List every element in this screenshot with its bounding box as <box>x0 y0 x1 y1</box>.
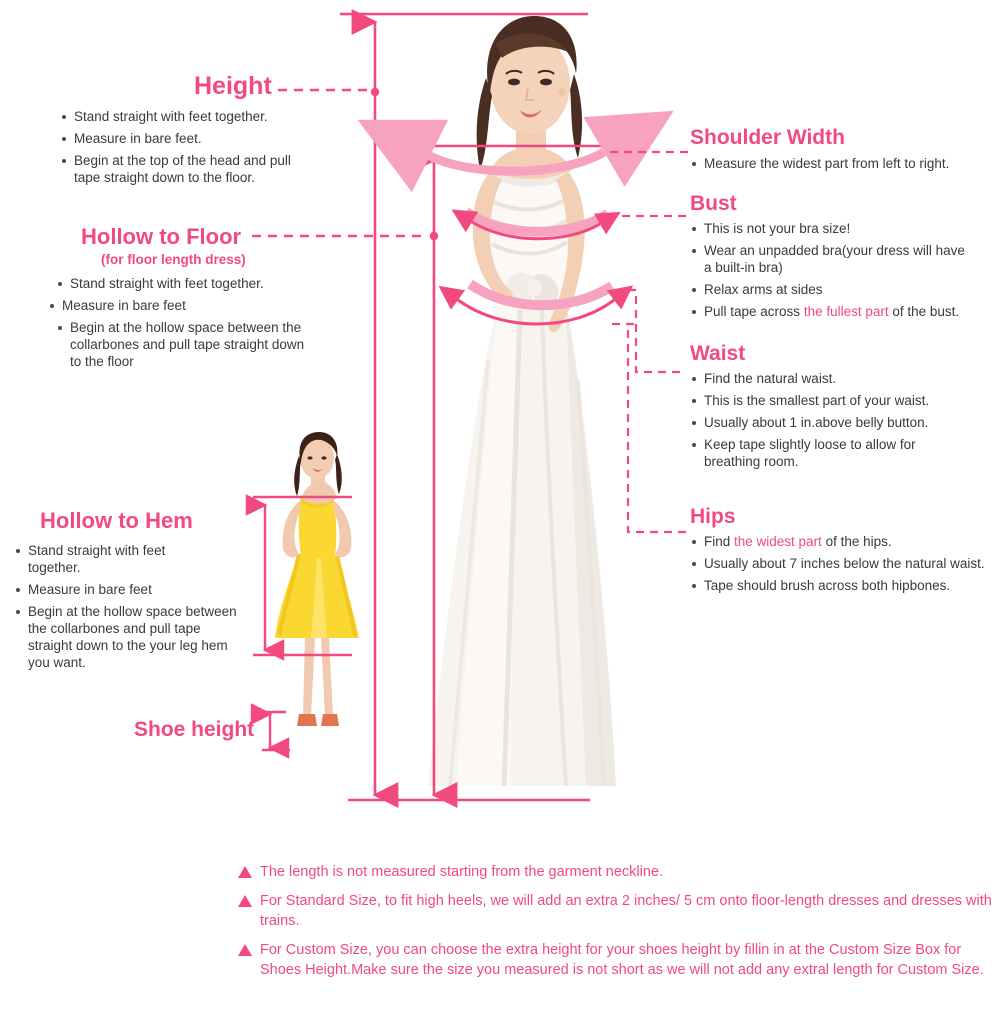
list-item: Relax arms at sides <box>690 281 995 298</box>
list-item: Measure in bare feet <box>14 581 254 598</box>
list-item: Find the natural waist. <box>690 370 995 387</box>
list-item: Tape should brush across both hipbones. <box>690 577 990 594</box>
short-dress-illustration <box>255 430 375 760</box>
list-item: Measure in bare feet <box>48 297 348 314</box>
list-item: Wear an unpadded bra(your dress will have a built-in bra) <box>690 242 976 276</box>
section-shoulder-width <box>690 126 995 177</box>
list-item: Measure the widest part from left to right. <box>690 155 990 172</box>
section-height-title: Height <box>194 72 272 100</box>
section-bust-bullets <box>690 220 995 320</box>
warning-triangle-icon <box>238 944 252 956</box>
footer-notes <box>236 862 996 989</box>
section-hips <box>690 505 995 599</box>
section-hollow-to-hem <box>14 508 254 676</box>
section-waist-bullets <box>690 370 995 470</box>
list-item: Stand straight with feet together. <box>60 108 360 125</box>
section-hollow-to-floor-subtitle: (for floor length dress) <box>101 252 246 267</box>
list-item: Stand straight with feet together. <box>56 275 348 292</box>
note-text: For Custom Size, you can choose the extra height for your shoes height by fillin in at the Custom Size Box for Shoes Height.Make sure the size you measured is not short as we will not add any extral length for Custom Size. <box>260 942 984 978</box>
list-item: Begin at the hollow space between the collarbones and pull tape straight down to the floor <box>56 319 308 370</box>
list-item: This is the smallest part of your waist. <box>690 392 995 409</box>
section-hollow-to-floor-bullets <box>48 275 348 370</box>
list-item: Stand straight with feet together. <box>14 542 194 576</box>
section-hollow-to-hem-title: Hollow to Hem <box>40 508 193 533</box>
list-item: This is not your bra size! <box>690 220 995 237</box>
section-hollow-to-floor-title: Hollow to Floor <box>81 224 242 249</box>
section-shoe-height <box>134 718 254 742</box>
bride-illustration <box>370 0 670 810</box>
section-hollow-to-floor <box>48 224 348 375</box>
section-hips-bullets <box>690 533 995 594</box>
list-item: Usually about 1 in.above belly button. <box>690 414 995 431</box>
warning-triangle-icon <box>238 866 252 878</box>
section-shoulder-width-title: Shoulder Width <box>690 126 845 149</box>
note-text: The length is not measured starting from the garment neckline. <box>260 864 663 880</box>
section-hollow-to-hem-bullets <box>14 542 254 671</box>
section-waist <box>690 342 995 475</box>
bust-text-after: of the bust. <box>888 304 960 319</box>
warning-triangle-icon <box>238 895 252 907</box>
list-item-hips-widest <box>690 533 995 550</box>
list-item: Usually about 7 inches below the natural waist. <box>690 555 985 572</box>
list-item: Begin at the hollow space between the collarbones and pull tape straight down to the your leg hem you want. <box>14 603 242 671</box>
bust-text-before: Pull tape across <box>704 304 804 319</box>
note-text: For Standard Size, to fit high heels, we will add an extra 2 inches/ 5 cm onto floor-length dresses and dresses with trains. <box>260 893 992 929</box>
section-shoulder-width-bullets <box>690 155 995 172</box>
section-waist-title: Waist <box>690 342 746 365</box>
hips-text-before: Find <box>704 534 735 549</box>
note-row <box>236 940 996 980</box>
section-hips-title: Hips <box>690 505 736 528</box>
list-item: Keep tape slightly loose to allow for breathing room. <box>690 436 958 470</box>
list-item: Begin at the top of the head and pull tape straight down to the floor. <box>60 152 310 186</box>
hips-text-highlight: the widest part <box>734 534 822 549</box>
section-height-bullets <box>60 108 360 186</box>
section-height <box>60 72 360 191</box>
list-item-bust-fullest <box>690 303 990 320</box>
hips-text-after: of the hips. <box>821 534 892 549</box>
bust-text-highlight: the fullest part <box>803 304 889 319</box>
note-row <box>236 891 996 931</box>
section-bust <box>690 192 995 325</box>
note-row <box>236 862 996 882</box>
section-bust-title: Bust <box>690 192 737 215</box>
list-item: Measure in bare feet. <box>60 130 360 147</box>
section-shoe-height-title: Shoe height <box>134 718 255 741</box>
